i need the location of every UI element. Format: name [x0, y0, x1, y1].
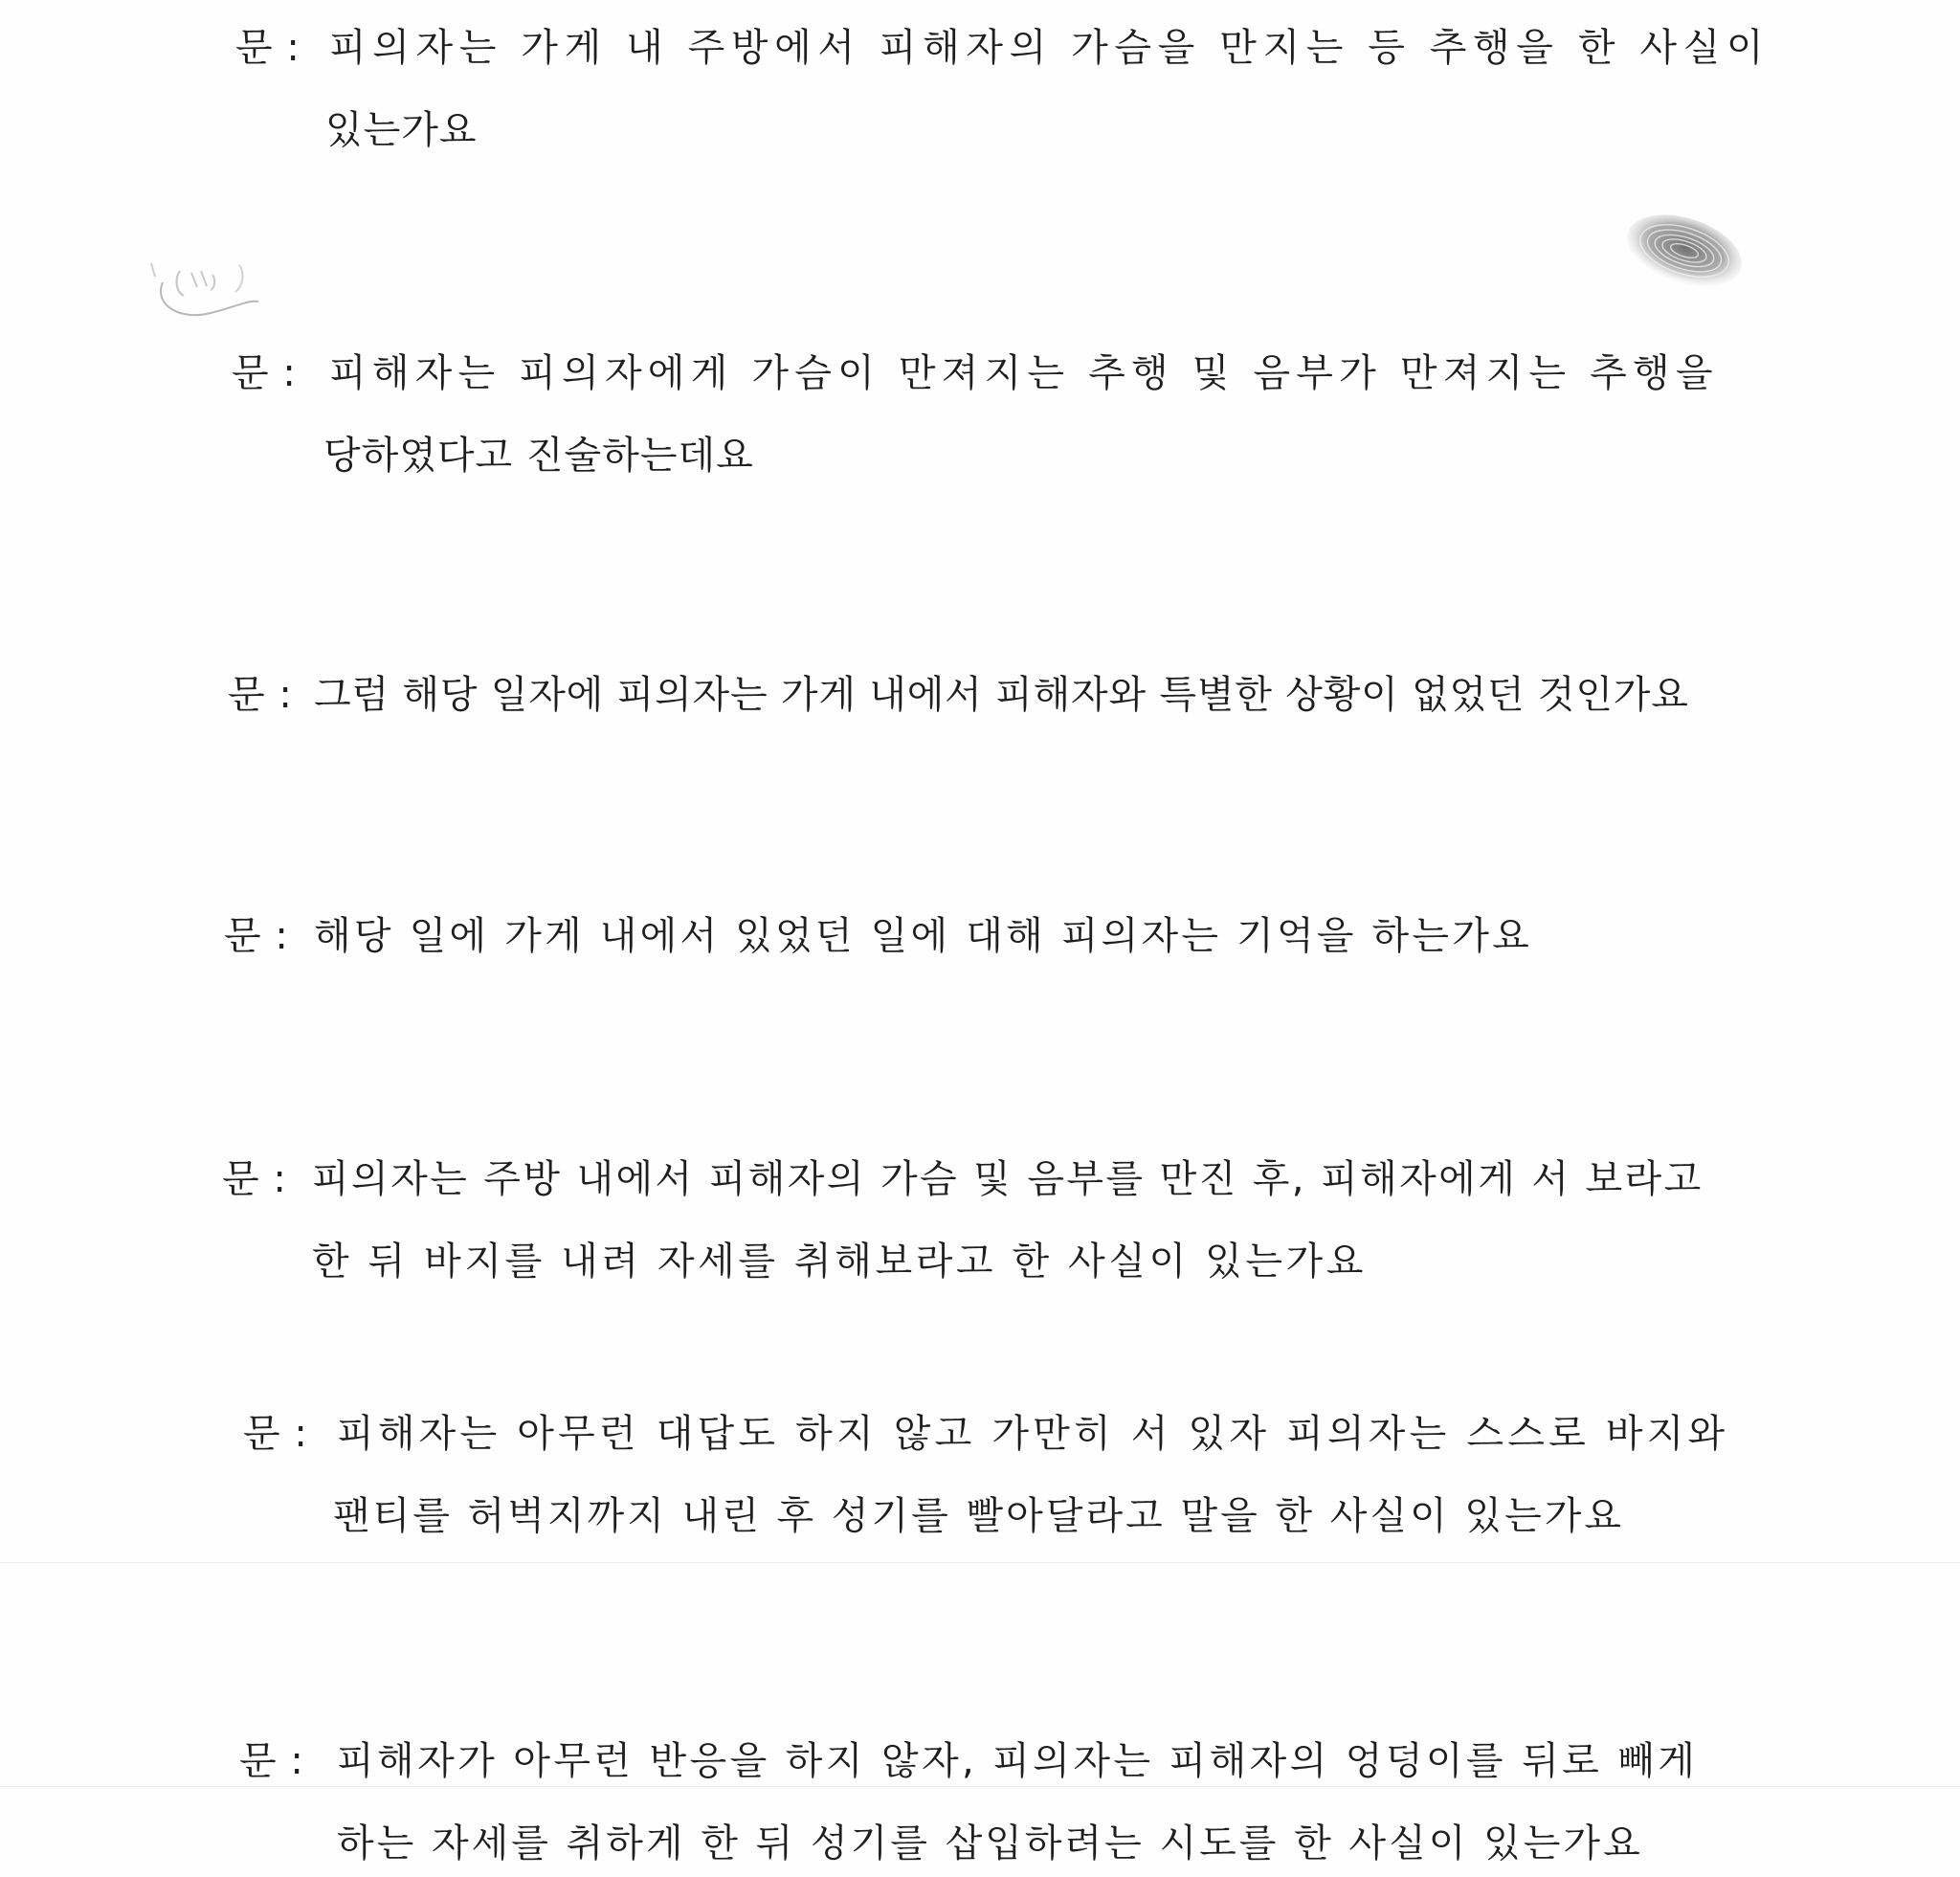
- question-marker: 문 :: [232, 351, 297, 395]
- fingerprint-mark: [1617, 212, 1751, 299]
- question-text-line: 피해자는 피의자에게 가슴이 만져지는 추행 및 음부가 만져지는 추행을: [329, 351, 1719, 395]
- scan-artifact-line: [0, 1562, 1960, 1563]
- question-marker: 문 :: [228, 673, 293, 717]
- question-text-line: 하는 자세를 취하게 한 뒤 성기를 삽입하려는 시도를 한 사실이 있는가요: [337, 1821, 1643, 1866]
- question-text-line: 그럼 해당 일자에 피의자는 가게 내에서 피해자와 특별한 상황이 없었던 것인가요: [314, 673, 1689, 717]
- question-text-line: 한 뒤 바지를 내려 자세를 취해보라고 한 사실이 있는가요: [312, 1240, 1368, 1284]
- question-text-line: 피해자가 아무런 반응을 하지 않자, 피의자는 피해자의 엉덩이를 뒤로 빼게: [337, 1739, 1699, 1783]
- faint-seal-mark: [144, 244, 278, 330]
- question-marker: 문 :: [243, 1412, 308, 1456]
- question-marker: 문 :: [222, 1157, 287, 1201]
- question-marker: 문 :: [224, 914, 289, 958]
- question-text-line: 피해자는 아무런 대답도 하지 않고 가만히 서 있자 피의자는 스스로 바지와: [337, 1412, 1729, 1456]
- question-text-line: 팬티를 허벅지까지 내린 후 성기를 빨아달라고 말을 한 사실이 있는가요: [333, 1494, 1624, 1538]
- question-text-line: 피의자는 가게 내 주방에서 피해자의 가슴을 만지는 등 추행을 한 사실이: [329, 26, 1771, 70]
- question-marker: 문 :: [235, 26, 301, 70]
- question-text-line: 피의자는 주방 내에서 피해자의 가슴 및 음부를 만진 후, 피해자에게 서 보라고: [312, 1157, 1704, 1201]
- question-text-line: 해당 일에 가게 내에서 있었던 일에 대해 피의자는 기억을 하는가요: [314, 914, 1532, 958]
- question-text-line: 당하였다고 진술하는데요: [323, 434, 754, 478]
- question-marker: 문 :: [239, 1739, 304, 1783]
- question-text-line: 있는가요: [325, 108, 478, 152]
- scan-artifact-line: [0, 1786, 1960, 1787]
